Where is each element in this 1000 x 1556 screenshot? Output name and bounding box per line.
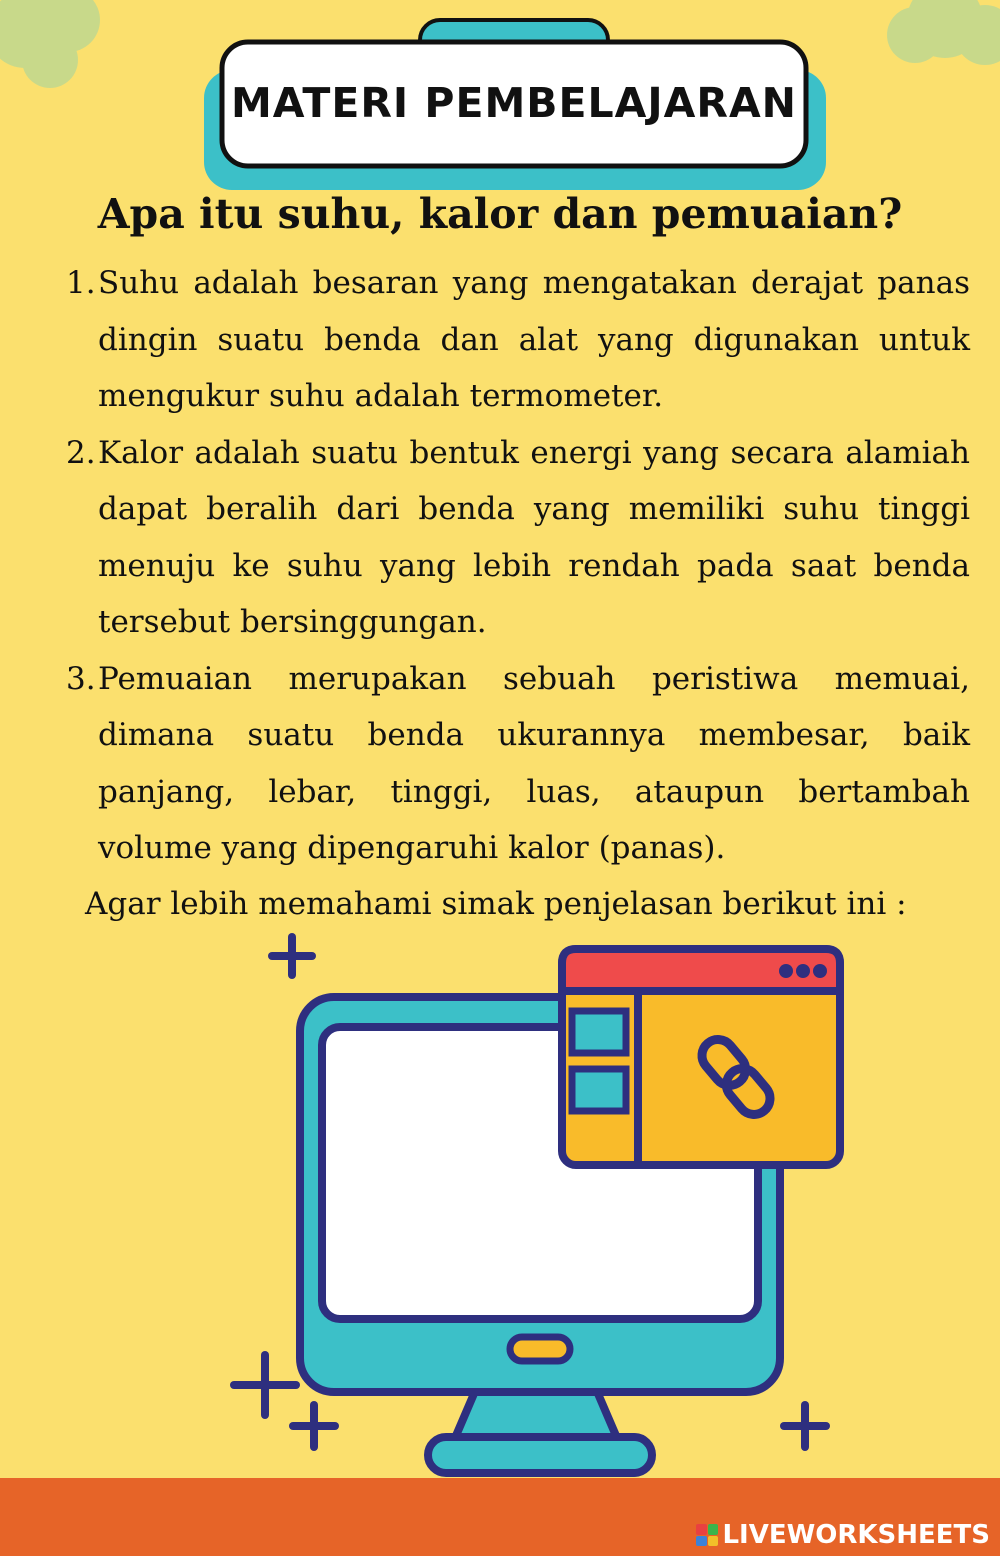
page-subtitle: Apa itu suhu, kalor dan pemuaian? — [97, 190, 903, 238]
list-item-text: Pemuaian merupakan sebuah peristiwa memuai, dimana suatu benda ukurannya membesar, baik panjang, lebar, tinggi, luas, ataupun bertambah volume yang dipengaruhi kalor (panas). — [98, 660, 970, 866]
liveworksheets-icon — [696, 1524, 718, 1546]
footer-bar — [0, 1478, 1000, 1556]
cloud-top-right-icon — [885, 0, 1000, 80]
list-item-text: Suhu adalah besaran yang mengatakan derajat panas dingin suatu benda dan alat yang digunakan untuk mengukur suhu adalah termometer. — [98, 265, 970, 414]
closing-text: Agar lebih memahami simak penjelasan berikut ini : — [85, 886, 907, 922]
list-item — [60, 425, 970, 651]
definition-list — [60, 255, 970, 877]
brand-name: LIVEWORKSHEETS — [722, 1520, 990, 1550]
list-item-number: 2. — [66, 434, 96, 471]
list-item-text: Kalor adalah suatu bentuk energi yang secara alamiah dapat beralih dari benda yang memiliki suhu tinggi menuju ke suhu yang lebih rendah pada saat benda tersebut bersinggungan. — [98, 434, 970, 640]
computer-monitor-with-link-window-icon — [220, 925, 860, 1485]
cloud-top-left-icon — [0, 0, 110, 90]
list-item — [60, 651, 970, 877]
list-item-number: 3. — [66, 660, 96, 697]
brand-logo — [696, 1520, 990, 1550]
list-item — [60, 255, 970, 425]
page-title: MATERI PEMBELAJARAN — [231, 79, 797, 127]
list-item-number: 1. — [66, 265, 96, 301]
